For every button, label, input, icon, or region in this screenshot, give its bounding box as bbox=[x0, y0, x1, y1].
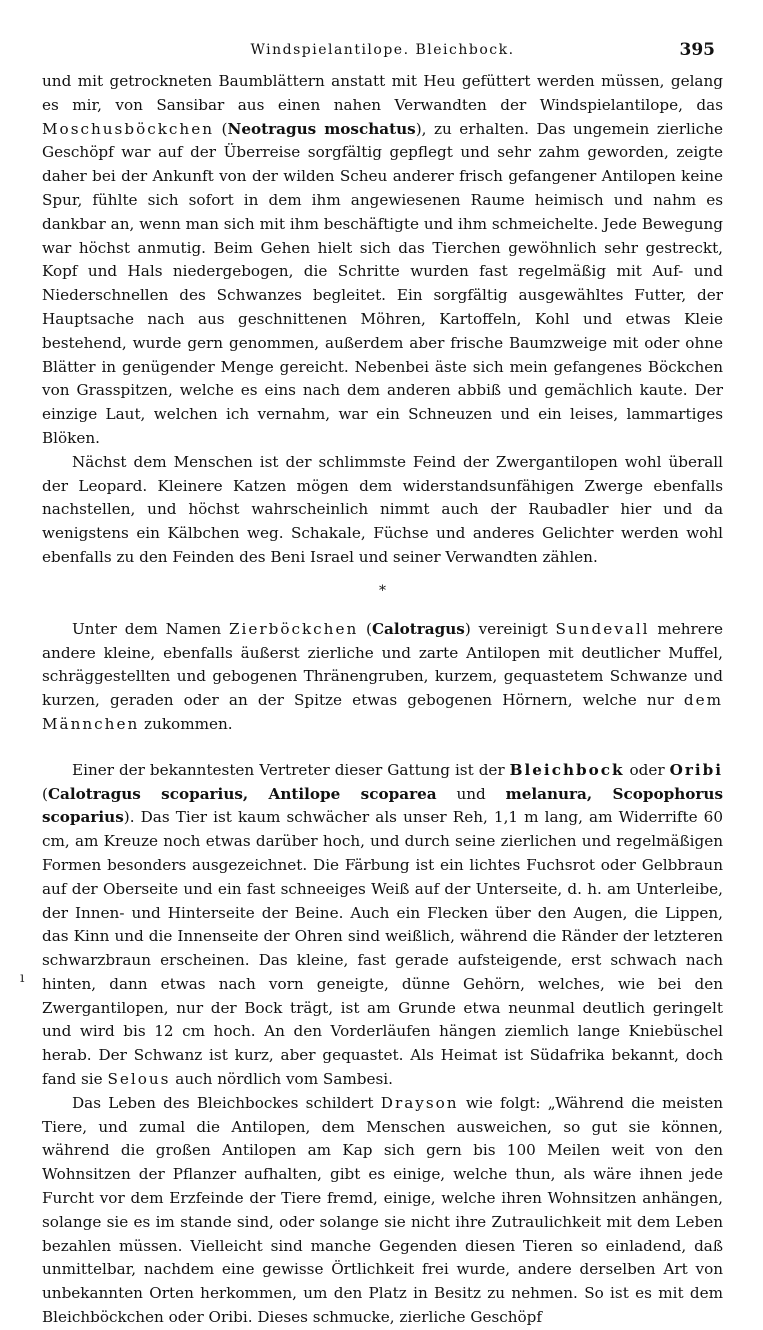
author-name: Selous bbox=[107, 1070, 171, 1089]
genus-name: Zierböckchen bbox=[228, 619, 359, 638]
margin-mark: ı bbox=[20, 970, 25, 986]
emphasis: dem Männchen bbox=[42, 691, 723, 733]
running-head bbox=[42, 38, 723, 62]
section-separator: * bbox=[379, 582, 386, 599]
scientific-name: Neotragus moschatus bbox=[227, 119, 416, 138]
paragraph-feinde: Nächst dem Menschen ist der schlimmste Feind der Zwergantilopen wohl überall der Leopard. Kleinere Katzen mögen dem widerstandsunfähigen Zwerge ebenfalls nachstellen, und höchst wahrscheinlich nimmt auch der Raubadler hier und da wenigstens ein Kälbchen weg. Schakale, Füchse und anderes Gelichter werden wohl ebenfalls zu den Feinden des Beni Israel und seiner Verwandten zählen. bbox=[42, 452, 723, 566]
page-number: 395 bbox=[679, 40, 715, 60]
genus-scientific-name: Calotragus bbox=[371, 619, 465, 638]
species-name: Bleichbock bbox=[509, 760, 625, 779]
species-name: Oribi bbox=[669, 760, 723, 779]
paragraph-bleichbock: Einer der bekanntesten Vertreter dieser Gattung ist der Bleichbock oder Oribi (Calotragus scoparius, Antilope scoparea und melanura, Scopophorus scoparius). Das Tier ist kaum schwächer als unser Reh, 1,1 m lang, am Widerrifte 60 cm, am Kreuze noch etwas darüber hoch, und durch seine zierlichen und regelmäßigen Formen besonders ausgezeichnet. Die Färbung ist ein lichtes Fuchsrot oder Gelbbraun auf der Oberseite und ein fast schneeiges Weiß auf der Unterseite, d. h. am Unterleibe, der Innen- und Hinterseite der Beine. Auch ein Flecken über den Augen, die Lippen, das Kinn und die Innenseite der Ohren sind weißlich, während die Ränder der letzteren schwarzbraun erscheinen. Das kleine, fast gerade aufsteigende, erst schwach nach hinten, dann etwas nach vorn geneigte, dünne Gehörn, welches, wie bei den Zwergantilopen, nur der Bock trägt, ist am Grunde etwa neunmal deutlich geringelt und wird bis 12 cm hoch. An den Vorderläufen hängen ziemlich lange Kniebüschel herab. Der Schwanz ist kurz, aber gequastet. Als Heimat ist Südafrika bekannt, doch fand sie Selous auch nördlich vom Sambesi. bbox=[42, 760, 723, 1089]
scientific-name: melanura, Scopophorus scoparius bbox=[42, 784, 723, 827]
species-name: Moschusböckchen bbox=[42, 119, 214, 138]
scientific-name: Calotragus scoparius, Antilope scoparea bbox=[47, 784, 437, 803]
paragraph-moschusboeckchen: und mit getrockneten Baumblättern anstatt mit Heu gefüttert werden müssen, gelang es mir, von Sansibar aus einen nahen Verwandten der Windspielantilope, das Moschusböckchen (Neotragus moschatus), zu erhalten. Das ungemein zierliche Geschöpf war auf der Überreise sorgfältig gepflegt und sehr zahm geworden, zeigte daher bei der Ankunft von der wilden Scheu anderer frisch gefangener Antilopen keine Spur, fühlte sich sofort in dem ihm angewiesenen Raume heimisch und nahm es dankbar an, wenn man sich mit ihm beschäftigte und ihm schmeichelte. Jede Bewegung war höchst anmutig. Beim Gehen hielt sich das Tierchen gewöhnlich sehr gestreckt, Kopf und Hals niedergebogen, die Schritte wurden fast regelmäßig mit Auf- und Niederschnellen des Schwanzes begleitet. Ein sorgfältig ausgewähltes Futter, der Hauptsache nach aus geschnittenen Möhren, Kartoffeln, Kohl und etwas Kleie bestehend, wurde gern genommen, außerdem aber frische Baumzweige mit oder ohne Blätter in genügender Menge gereicht. Nebenbei äste sich mein gefangenes Böckchen von Grasspitzen, welche es eins nach dem anderen abbiß und gemächlich kaute. Der einzige Laut, welchen ich vernahm, war ein Schneuzen und ein leises, lammartiges Blöken. bbox=[42, 72, 723, 447]
running-title: Windspielantilope. Bleichbock. bbox=[250, 42, 515, 58]
paragraph-drayson-quote: Das Leben des Bleichbockes schildert Drayson wie folgt: „Während die meisten Tiere, und zumal die Antilopen, dem Menschen ausweichen, so gut sie können, während die großen Antilopen am Kap sich gern bis 100 Meilen weit von den Wohnsitzen der Pflanzer aufhalten, gibt es einige, welche thun, als wäre ihnen jede Furcht vor dem Erzfeinde der Tiere fremd, einige, welche ihren Wohnsitzen anhängen, solange sie es im stande sind, oder solange sie nicht ihre Zutraulichkeit mit dem Leben bezahlen müssen. Vielleicht sind manche Gegenden diesen Tieren so einladend, daß unmittelbar, nachdem eine gewisse Örtlichkeit frei wurde, andere derselben Art von unbekannten Orten herkommen, um den Platz in Besitz zu nehmen. So ist es mit dem Bleichböckchen oder Oribi. Dieses schmucke, zierliche Geschöpf bbox=[42, 1093, 724, 1327]
paragraph-zierboeckchen: Unter dem Namen Zierböckchen (Calotragus) vereinigt Sundevall mehrere andere kleine, ebenfalls äußerst zierliche und zarte Antilopen mit deutlicher Muffel, schräggestellten und gebogenen Thränengruben, kurzem, gequastetem Schwanze und kurzen, geraden oder an der Spitze etwas gebogenen Hörnern, welche nur dem Männchen zukommen. bbox=[42, 619, 724, 733]
author-name: Drayson bbox=[380, 1093, 459, 1112]
author-name: Sundevall bbox=[555, 619, 650, 638]
